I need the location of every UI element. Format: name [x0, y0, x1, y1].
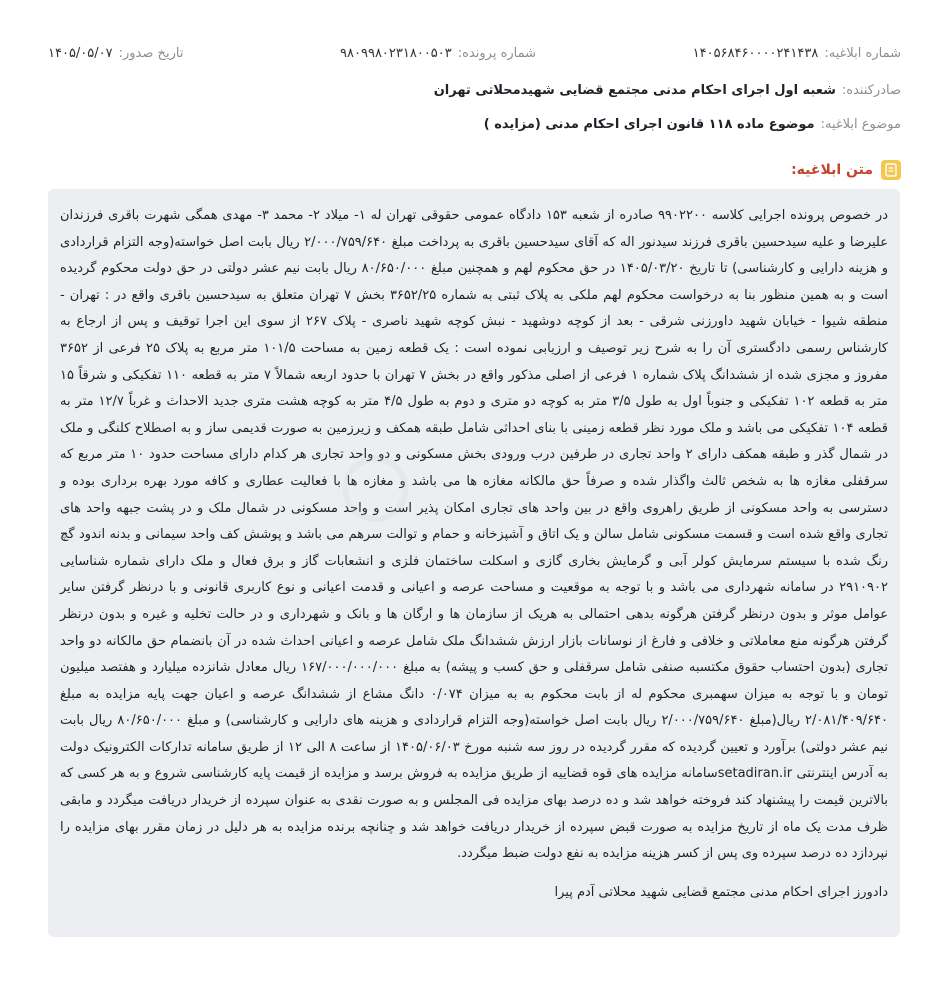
case-number-label: شماره پرونده:: [457, 46, 537, 61]
subject-value: موضوع ماده ۱۱۸ قانون اجرای احکام مدنی (مزایده ): [483, 117, 815, 132]
case-number-group: [340, 46, 536, 61]
issuer-value: شعبه اول اجرای احکام مدنی مجتمع قضایی شهیدمحلاتی تهران: [433, 83, 836, 98]
issue-date-label: تاریخ صدور:: [118, 46, 184, 61]
meta-row-numbers: [48, 46, 901, 61]
issuer-label: صادرکننده:: [841, 83, 901, 98]
signature-line: دادورز اجرای احکام مدنی مجتمع قضایی شهید محلاتی آدم پیرا: [554, 885, 888, 900]
subject-row: [48, 117, 901, 132]
notice-text-heading: [791, 160, 901, 180]
issuer-row: [48, 83, 901, 98]
notice-number-label: شماره ابلاغیه:: [824, 46, 901, 61]
case-number: ۹۸۰۹۹۸۰۲۳۱۸۰۰۵۰۳: [340, 46, 452, 61]
notice-text-box: [48, 189, 900, 937]
notice-number: ۱۴۰۵۶۸۴۶۰۰۰۰۲۴۱۴۳۸: [692, 46, 819, 61]
notice-text-title: متن ابلاغیه:: [791, 162, 873, 178]
document-icon: [881, 160, 901, 180]
issue-date-group: [48, 46, 183, 61]
notice-body-text: در خصوص پرونده اجرایی کلاسه ۹۹۰۲۲۰۰ صادره از شعبه ۱۵۳ دادگاه عمومی حقوقی تهران له ۱- میلاد ۲- محمد ۳- مهدی همگی شهرت باقری فرزندان علیرضا و علیه سیدحسین باقری فرزند سیدنور اله که آقای سیدحسین باقری به پرداخت مبلغ ۲/۰۰۰/۷۵۹/۶۴۰ ریال بابت اصل خواسته(وجه التزام قراردادی و هزینه دارایی و کارشناسی) تا تاریخ ۱۴۰۵/۰۳/۲۰ در حق محکوم لهم و همچنین مبلغ ۸۰/۶۵۰/۰۰۰ ریال بابت نیم عشر دولتی در حق دولت محکوم گردیده است و به همین منظور بنا به درخواست محکوم لهم ملکی به پلاک ثبتی به شماره ۳۶۵۲/۲۵ بخش ۷ تهران متعلق به سیدحسین باقری واقع در : تهران - منطقه شیوا - خیابان شهید داورزنی شرقی - بعد از کوچه دوشهید - نبش کوچه شهید ناصری - پلاک ۲۶۷ از سوی این اجرا توقیف و پس از ارجاع به کارشناس رسمی دادگستری آن را به شرح زیر توصیف و ارزیابی نموده است : یک قطعه زمین به مساحت ۱۰۱/۵ متر مربع به پلاک ۲۵ فرعی از ۳۶۵۲ مفروز و مجزی شده از ششدانگ پلاک شماره ۱ فرعی از اصلی مذکور واقع در بخش ۷ تهران با حدود اربعه شمالاً ۷ متر به قطعه ۱۱۰ تفکیکی و شرقاً ۱۵ متر به قطعه ۱۰۲ تفکیکی و جنوباً اول به طول ۳/۵ متر به کوچه دو متری و دوم به طول ۴/۵ متر به کوچه هشت متری جدید الاحداث و غرباً ۱۲/۷ متر به قطعه ۱۰۴ تفکیکی می باشد و ملک مورد نظر قطعه زمینی با بنای احداثی شامل طبقه همکف و زیرزمین به صورت قدیمی ساز و به اصطلاح کلنگی و ملک در شمال گذر و طبقه همکف دارای ۲ واحد تجاری در طرفین درب ورودی بخش مسکونی و دو واحد تجاری هر کدام دارای مساحت حدود ۱۰ متر مربع که سرقفلی مغازه ها به شخص ثالث واگذار شده و صرفاً حق مالکانه مغازه ها می باشد و مغازه ها با فعالیت عطاری و کافه مورد بهره برداری بوده و دسترسی به واحد مسکونی از طریق راهروی واقع در بین واحد های تجاری امکان پذیر است و واحد مسکونی در شمال ملک و در پشت جبهه واحد های تجاری واقع شده است و قسمت مسکونی شامل سالن و یک اتاق و آشپزخانه و حمام و توالت سرهم می باشد و پوشش کف واحد سیمانی و بدنه اندود گچ رنگ شده با سیستم سرمایش کولر آبی و گرمایش بخاری گازی و اسکلت ساختمان فلزی و انشعابات گاز و برق فعال و ملک دارای شماره شناسایی ۲۹۱۰۹۰۲ در سامانه شهرداری می باشد و با توجه به موقعیت و مساحت عرصه و اعیانی و قدمت اعیانی و نوع کاربری قانونی و با درنظر گرفتن سایر عوامل موثر و بدون درنظر گرفتن هرگونه بدهی احتمالی به هریک از سازمان ها و ارگان ها و بانک و شهرداری و در حالت تخلیه و غیره و بدون درنظر گرفتن هرگونه منع معاملاتی و خلافی و فارغ از نوسانات بازار ارزش ششدانگ ملک شامل عرصه و اعیانی احداث شده در آن بانضمام حق مالکانه دو واحد تجاری (بدون احتساب حقوق مکتسبه صنفی شامل سرقفلی و حق کسب و پیشه) به مبلغ ۱۶۷/۰۰۰/۰۰۰/۰۰۰ ریال معادل شانزده میلیارد و هفتصد میلیون تومان و با توجه به میزان سهمبری محکوم له از بابت محکوم به به میزان ۰/۰۷۴ دانگ مشاع از ششدانگ عرصه و اعیان جهت پایه مزایده به مبلغ ۲/۰۸۱/۴۰۹/۶۴۰ ریال(مبلغ ۲/۰۰۰/۷۵۹/۶۴۰ ریال بابت اصل خواسته(وجه التزام قراردادی و هزینه های دارایی و کارشناسی) و مبلغ ۸۰/۶۵۰/۰۰۰ ریال بابت نیم عشر دولتی) برآورد و تعیین گردیده که مقرر گردیده در روز سه شنبه مورخ ۱۴۰۵/۰۶/۰۳ از ساعت ۸ الی ۱۲ از طریق سامانه تدارکات الکترونیک دولت به آدرس اینترنتی setadiran.irسامانه مزایده های قوه قضاییه از طریق مزایده به فروش برسد و مزایده از قیمت پایه کارشناسی شروع و به هر کسی که بالاترین قیمت را پیشنهاد کند فروخته خواهد شد و ده درصد بهای مزایده فی المجلس و به صورت نقدی به عنوان سپرده از خریدار دریافت میگردد و مابقی ظرف مدت یک ماه از تاریخ مزایده به صورت قبض سپرده از خریدار دریافت خواهد شد و چنانچه برنده مزایده به هر دلیل در زمان مقرر بهای مزایده را نپردازد ده درصد سپرده وی پس از کسر هزینه مزایده به نفع دولت ضبط میگردد.: [60, 208, 889, 862]
notice-number-group: [693, 46, 901, 61]
subject-label: موضوع ابلاغیه:: [820, 117, 901, 132]
issue-date: ۱۴۰۵/۰۵/۰۷: [48, 46, 113, 61]
